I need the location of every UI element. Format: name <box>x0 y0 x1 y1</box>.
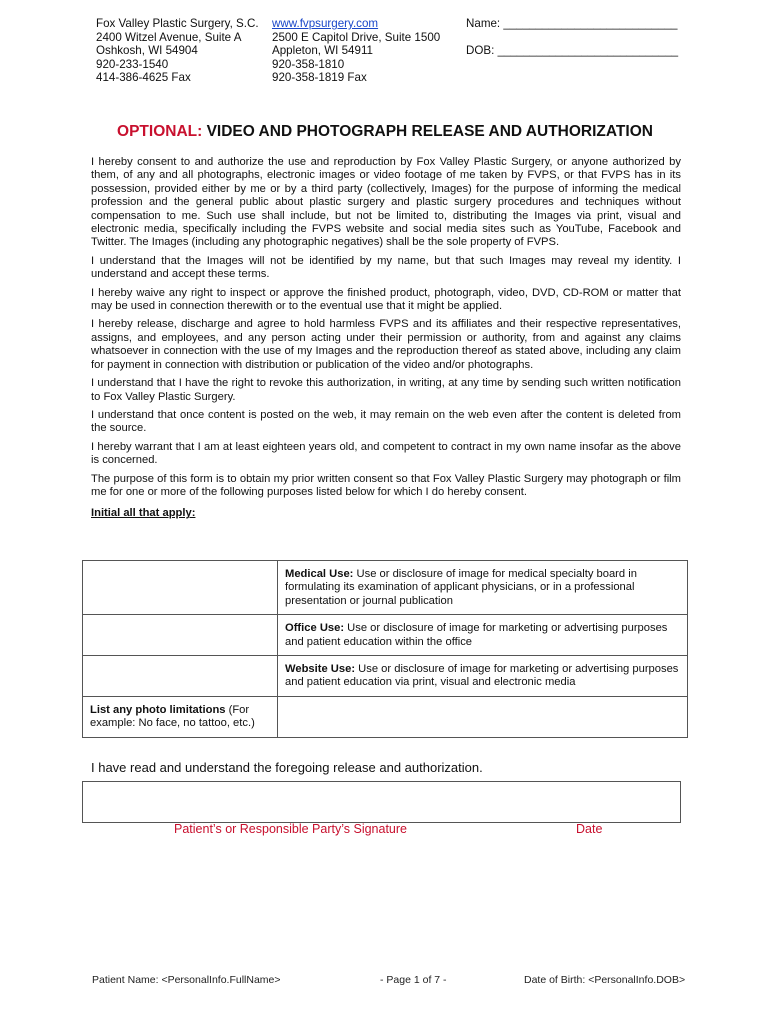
limitations-input-cell[interactable] <box>278 696 688 737</box>
practice-city: Oshkosh, WI 54904 <box>96 44 198 58</box>
footer-page-number: - Page 1 of 7 - <box>380 974 447 986</box>
office-use-cell <box>278 615 688 656</box>
initial-box-medical[interactable] <box>83 561 278 615</box>
website-use-label: Website Use: <box>285 663 356 676</box>
footer-patient-name: Patient Name: <PersonalInfo.FullName> <box>92 974 281 986</box>
paragraph-consent: I hereby consent to and authorize the use and reproduction by Fox Valley Plastic Surgery, or anyone authorized by them, of any and all photographs, electronic images or video footage of me taken by FVPS, or that FVPS has in its possession, provided either by me or by a third party (collectively, Images) for the purpose of informing the medical profession and the general public about plastic surgery and plastic surgery procedures and techniques without compensation to me. Such use shall include, but not be limited to, distributing the Images via print, visual and electronic media, specifically including the FVPS website and social media sites such as YouTube, Facebook and Twitter. The Images (including any photographic negatives) shall be the sole property of FVPS. <box>91 156 681 249</box>
office-street: 2500 E Capitol Drive, Suite 1500 <box>272 30 441 44</box>
uses-table <box>82 560 688 738</box>
office-phone: 920-358-1810 <box>272 57 345 71</box>
patient-id-block <box>466 17 678 58</box>
page-title <box>0 123 770 141</box>
table-row <box>83 696 688 737</box>
office-use-label: Office Use: <box>285 622 345 635</box>
paragraph-waiver: I hereby waive any right to inspect or approve the finished product, photograph, video, DVD, CD-ROM or matter that may be used in connection therewith or to the eventual use that it might be applied. <box>91 286 681 313</box>
release-body <box>91 156 681 526</box>
office-use-text: Use or disclosure of image for marketing or advertising purposes and patient education within the office <box>285 622 668 648</box>
initial-box-website[interactable] <box>83 656 278 697</box>
paragraph-age: I hereby warrant that I am at least eighteen years old, and competent to contract in my own name insofar as the above is concerned. <box>91 440 681 467</box>
signature-label: Patient’s or Responsible Party’s Signature <box>174 822 408 836</box>
dob-field[interactable]: DOB: ____________________________ <box>466 44 679 58</box>
medical-use-label: Medical Use: <box>285 568 354 580</box>
practice-street: 2400 Witzel Avenue, Suite A <box>96 30 242 44</box>
office-fax: 920-358-1819 Fax <box>272 71 367 85</box>
office-city: Appleton, WI 54911 <box>272 44 373 58</box>
table-row <box>83 615 688 656</box>
limitations-label-cell <box>83 696 278 737</box>
practice-fax: 414-386-4625 Fax <box>96 71 191 85</box>
website-link[interactable]: www.fvpsurgery.com <box>272 17 379 30</box>
signature-box[interactable] <box>82 781 681 823</box>
limitations-label: List any photo limitations <box>90 703 226 716</box>
practice-address-block <box>96 17 259 85</box>
acknowledge-text: I have read and understand the foregoing release and authorization. <box>91 760 483 775</box>
initial-heading: Initial all that apply: <box>91 507 196 520</box>
paragraph-web: I understand that once content is posted on the web, it may remain on the web even after the content is deleted from the source. <box>91 408 681 435</box>
paragraph-revoke: I understand that I have the right to revoke this authorization, in writing, at any time by sending such written notification to Fox Valley Plastic Surgery. <box>91 377 681 403</box>
footer-dob: Date of Birth: <PersonalInfo.DOB> <box>524 974 686 986</box>
table-row <box>83 656 688 697</box>
second-office-block <box>272 17 440 85</box>
paragraph-identity: I understand that the Images will not be identified by my name, but that such Images may reveal my identity. I understand and accept these terms. <box>91 254 681 281</box>
limitations-example: (For example: No face, no tattoo, etc.) <box>90 703 255 730</box>
initial-box-office[interactable] <box>83 615 278 656</box>
paragraph-purpose: The purpose of this form is to obtain my prior written consent so that Fox Valley Plastic Surgery may photograph or film me for one or more of the following purposes listed below for which I do hereby consent. <box>91 472 681 498</box>
title-text: VIDEO AND PHOTOGRAPH RELEASE AND AUTHORIZATION <box>202 123 653 140</box>
date-label: Date <box>576 822 603 836</box>
practice-name: Fox Valley Plastic Surgery, S.C. <box>96 17 259 30</box>
table-row <box>83 561 688 615</box>
website-use-text: Use or disclosure of image for marketing or advertising purposes and patient education via print, visual and electronic media <box>285 663 679 689</box>
optional-label: OPTIONAL: <box>117 123 203 140</box>
practice-phone: 920-233-1540 <box>96 57 169 71</box>
medical-use-text: Use or disclosure of image for medical specialty board in formulating its examination of applicant physicians, or in a professional presentation or journal publication <box>285 568 637 607</box>
website-use-cell <box>278 656 688 697</box>
medical-use-cell <box>278 561 688 615</box>
name-field[interactable]: Name: ___________________________ <box>466 17 678 30</box>
paragraph-release: I hereby release, discharge and agree to hold harmless FVPS and its affiliates and their respective representatives, assigns, and employees, and any person acting under their permission or authority, from and against any claims whatsoever in connection with the use of my Images and the reproduction thereof as stated above, including any claim for payment in connection with distribution or publication of the video and/or photographs. <box>91 318 681 371</box>
